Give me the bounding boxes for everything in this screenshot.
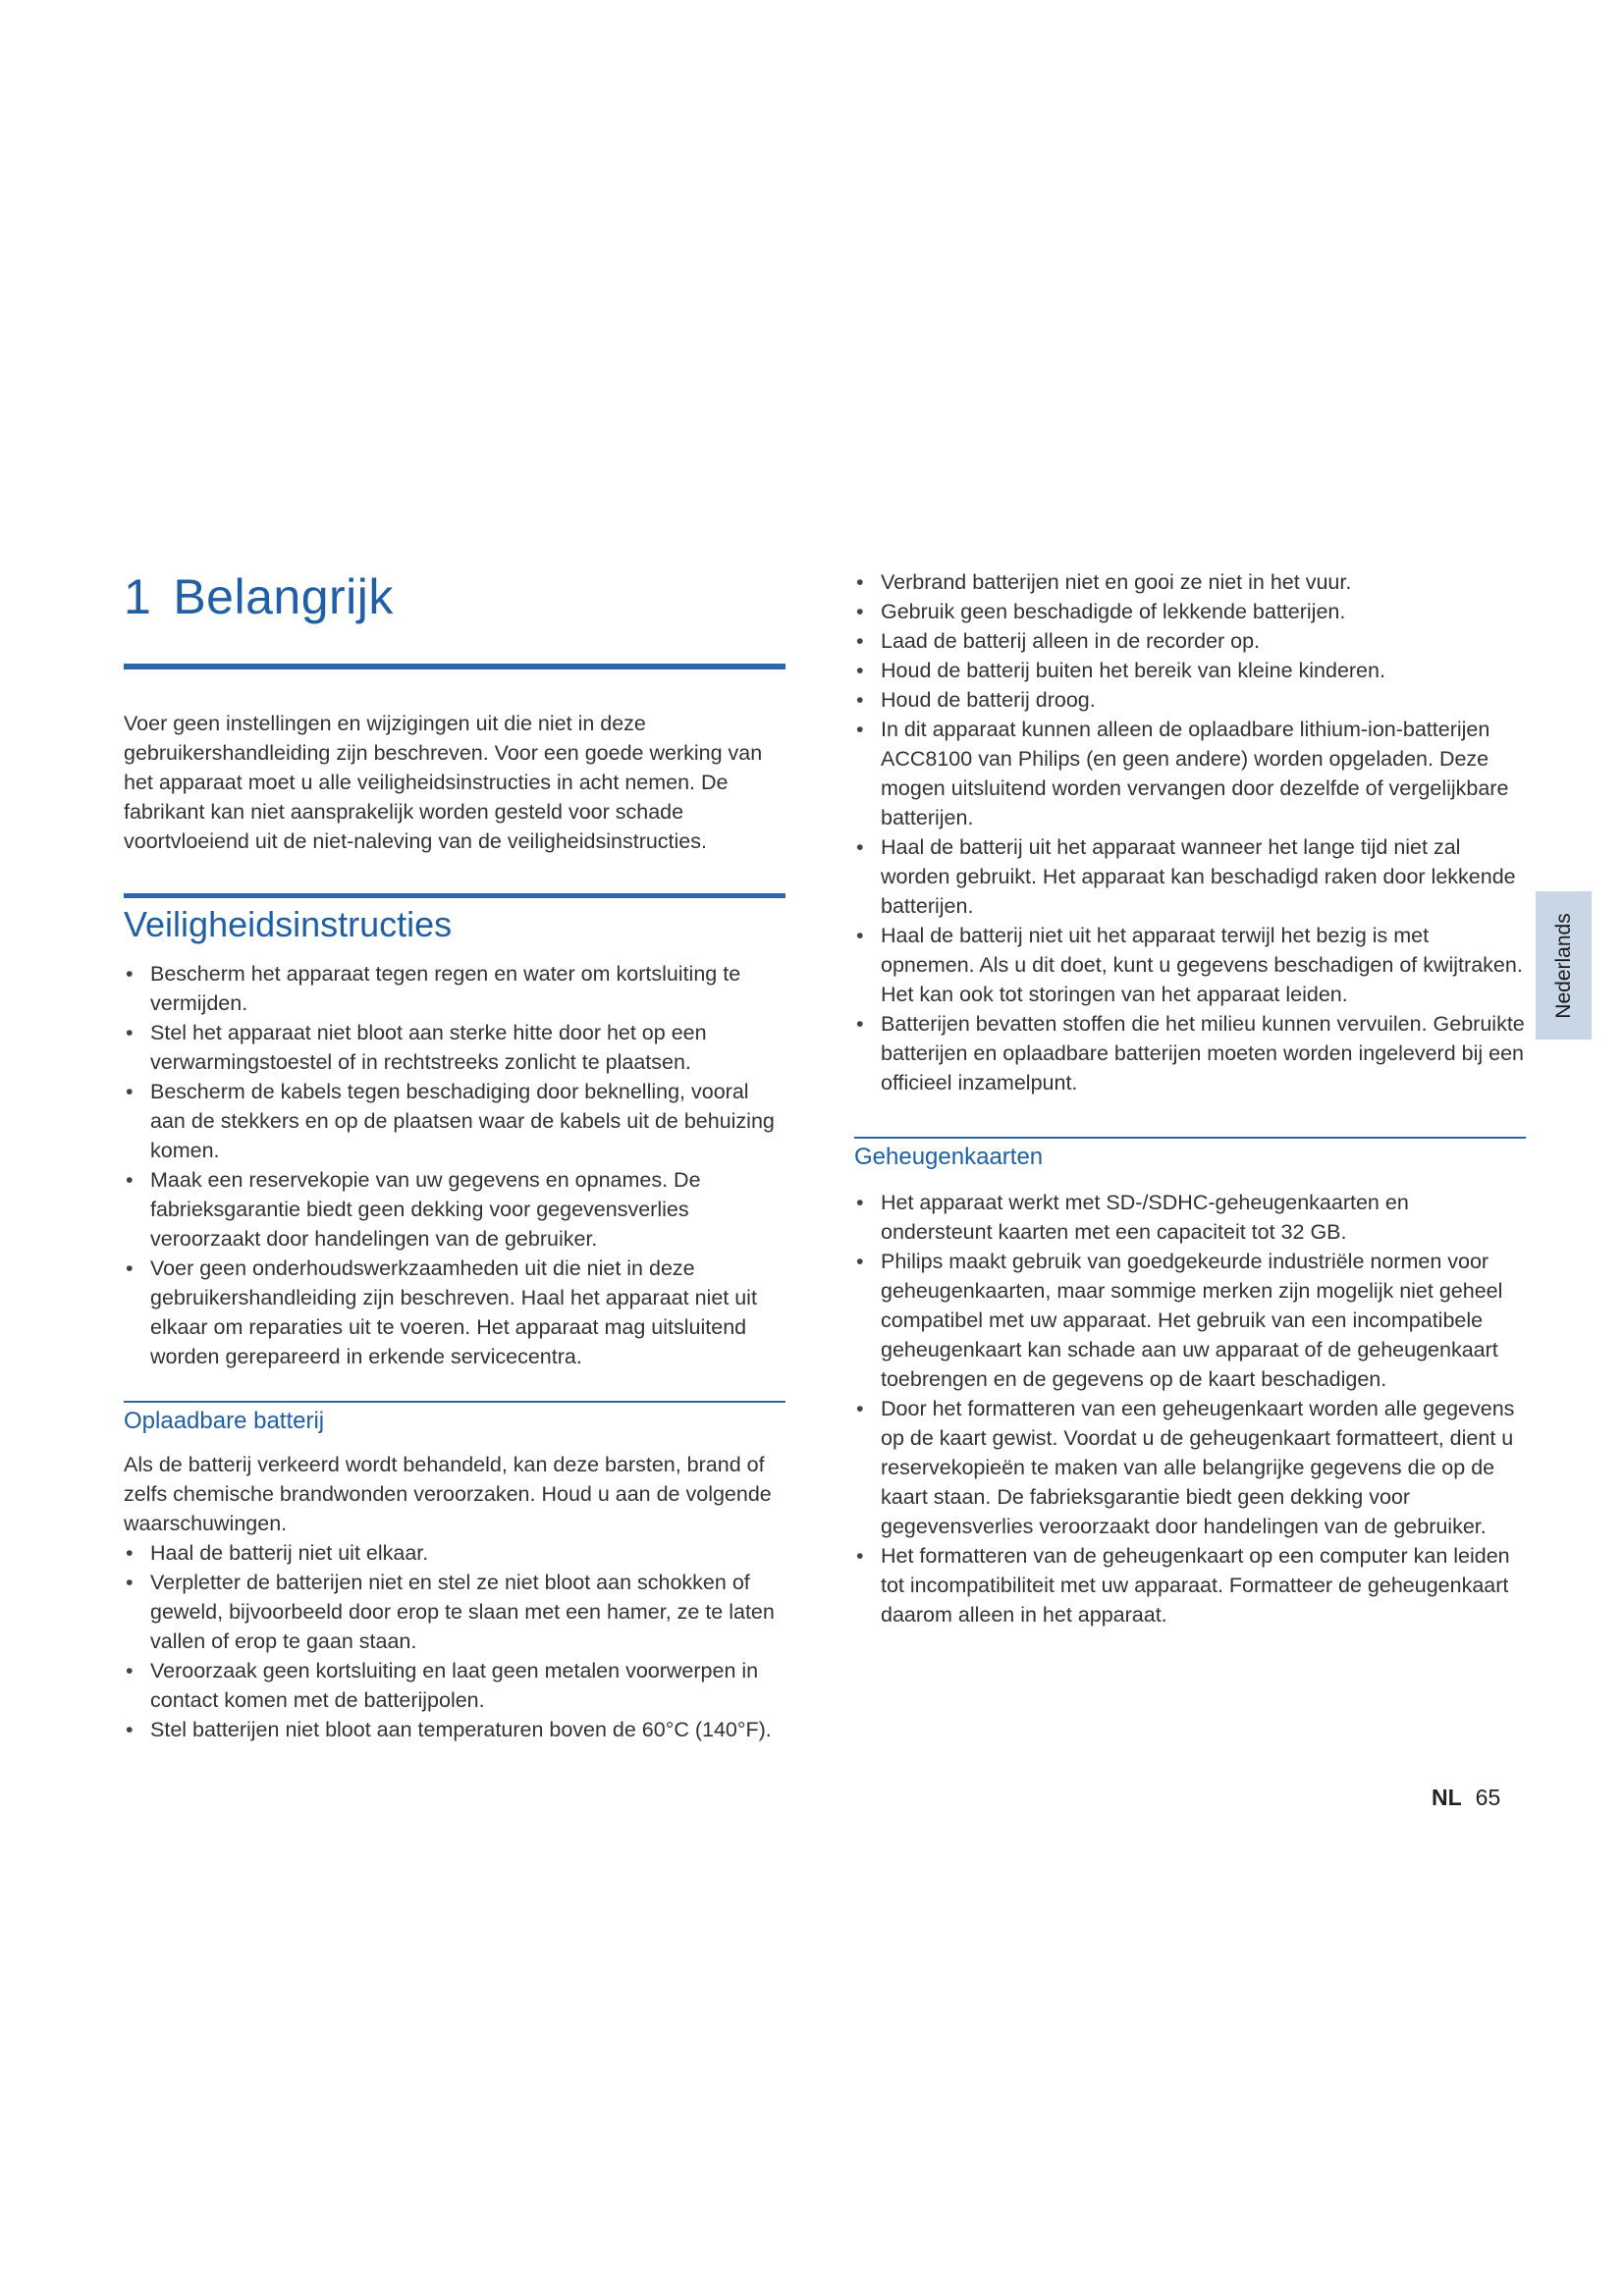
list-item: • Haal de batterij niet uit elkaar. bbox=[124, 1538, 785, 1568]
battery-list-continued bbox=[854, 567, 1526, 1097]
list-item: • Verpletter de batterijen niet en stel ze niet bloot aan schokken of geweld, bijvoorbeeld door erop te slaan met een hamer, ze te laten vallen of erop te gaan staan. bbox=[124, 1568, 785, 1656]
footer-language: NL bbox=[1432, 1785, 1462, 1810]
list-item: • Haal de batterij niet uit het apparaat terwijl het bezig is met opnemen. Als u dit doet, kunt u gegevens beschadigen of kwijtraken. Het kan ook tot storingen van het apparaat leiden. bbox=[854, 921, 1526, 1009]
language-side-tab bbox=[1536, 891, 1592, 1040]
intro-paragraph: Voer geen instellingen en wijzigingen uit die niet in deze gebruikershandleiding zijn beschreven. Voor een goede werking van het apparaat moet u alle veiligheidsinstructies in acht nemen. De fabrikant kan niet aansprakelijk worden gesteld voor schade voortvloeiend uit de niet-naleving van de veiligheidsinstructies. bbox=[124, 712, 763, 853]
list-item: • Batterijen bevatten stoffen die het milieu kunnen vervuilen. Gebruikte batterijen en oplaadbare batterijen moeten worden ingeleverd bij een officieel inzamelpunt. bbox=[854, 1009, 1526, 1097]
safety-heading: Veiligheidsinstructies bbox=[124, 904, 453, 944]
list-item: • Haal de batterij uit het apparaat wanneer het lange tijd niet zal worden gebruikt. Het apparaat kan beschadigd raken door lekkende batterijen. bbox=[854, 832, 1526, 921]
battery-heading: Oplaadbare batterij bbox=[124, 1407, 325, 1434]
left-column bbox=[124, 567, 785, 1744]
list-item: • In dit apparaat kunnen alleen de oplaadbare lithium-ion-batterijen ACC8100 van Philips (en geen andere) worden opgeladen. Deze mogen uitsluitend worden vervangen door dezelfde of vergelijkbare batterijen. bbox=[854, 715, 1526, 832]
battery-intro: Als de batterij verkeerd wordt behandeld, kan deze barsten, brand of zelfs chemische brandwonden veroorzaken. Houd u aan de volgende waarschuwingen. bbox=[124, 1452, 772, 1535]
page-number: 65 bbox=[1475, 1785, 1501, 1810]
list-item: • Gebruik geen beschadigde of lekkende batterijen. bbox=[854, 597, 1526, 626]
list-item: • Stel batterijen niet bloot aan temperaturen boven de 60°C (140°F). bbox=[124, 1715, 785, 1744]
chapter-title: Belangrijk bbox=[173, 569, 394, 624]
list-item: • Houd de batterij droog. bbox=[854, 685, 1526, 715]
memory-list bbox=[854, 1188, 1526, 1629]
battery-rule bbox=[124, 1401, 785, 1403]
page-footer bbox=[1432, 1785, 1500, 1811]
safety-list bbox=[124, 959, 785, 1371]
list-item: • Laad de batterij alleen in de recorder op. bbox=[854, 626, 1526, 656]
list-item: • Het formatteren van de geheugenkaart op een computer kan leiden tot incompatibiliteit met uw apparaat. Formatteer de geheugenkaart daarom alleen in het apparaat. bbox=[854, 1541, 1526, 1629]
memory-rule bbox=[854, 1137, 1526, 1139]
list-item: • Door het formatteren van een geheugenkaart worden alle gegevens op de kaart gewist. Voordat u de geheugenkaart formatteert, dient u reservekopieën te maken van alle belangrijke gegevens die op de kaart staan. De fabrieksgarantie biedt geen dekking voor gegevensverlies veroorzaakt door handelingen van de gebruiker. bbox=[854, 1394, 1526, 1541]
chapter-heading bbox=[124, 567, 785, 626]
battery-list bbox=[124, 1538, 785, 1744]
right-column bbox=[854, 567, 1526, 1629]
list-item: • Voer geen onderhoudswerkzaamheden uit die niet in deze gebruikershandleiding zijn beschreven. Haal het apparaat niet uit elkaar om reparaties uit te voeren. Het apparaat mag uitsluitend worden gerepareerd in erkende servicecentra. bbox=[124, 1254, 785, 1371]
list-item: • Het apparaat werkt met SD-/SDHC-geheugenkaarten en ondersteunt kaarten met een capaciteit tot 32 GB. bbox=[854, 1188, 1526, 1247]
list-item: • Maak een reservekopie van uw gegevens en opnames. De fabrieksgarantie biedt geen dekking voor gegevensverlies veroorzaakt door handelingen van de gebruiker. bbox=[124, 1165, 785, 1254]
list-item: • Veroorzaak geen kortsluiting en laat geen metalen voorwerpen in contact komen met de batterijpolen. bbox=[124, 1656, 785, 1715]
list-item: • Bescherm het apparaat tegen regen en water om kortsluiting te vermijden. bbox=[124, 959, 785, 1018]
language-tab-label: Nederlands bbox=[1551, 912, 1575, 1019]
chapter-rule bbox=[124, 664, 785, 669]
list-item: • Verbrand batterijen niet en gooi ze niet in het vuur. bbox=[854, 567, 1526, 597]
list-item: • Stel het apparaat niet bloot aan sterke hitte door het op een verwarmingstoestel of in rechtstreeks zonlicht te plaatsen. bbox=[124, 1018, 785, 1077]
chapter-number: 1 bbox=[124, 569, 152, 624]
list-item: • Philips maakt gebruik van goedgekeurde industriële normen voor geheugenkaarten, maar sommige merken zijn mogelijk niet geheel compatibel met uw apparaat. Het gebruik van een incompatibele geheugenkaart kan schade aan uw apparaat of de geheugenkaart toebrengen en de gegevens op de kaart beschadigen. bbox=[854, 1247, 1526, 1394]
list-item: • Bescherm de kabels tegen beschadiging door beknelling, vooral aan de stekkers en op de plaatsen waar de kabels uit de behuizing komen. bbox=[124, 1077, 785, 1165]
list-item: • Houd de batterij buiten het bereik van kleine kinderen. bbox=[854, 656, 1526, 685]
safety-rule bbox=[124, 893, 785, 898]
memory-heading: Geheugenkaarten bbox=[854, 1143, 1044, 1170]
